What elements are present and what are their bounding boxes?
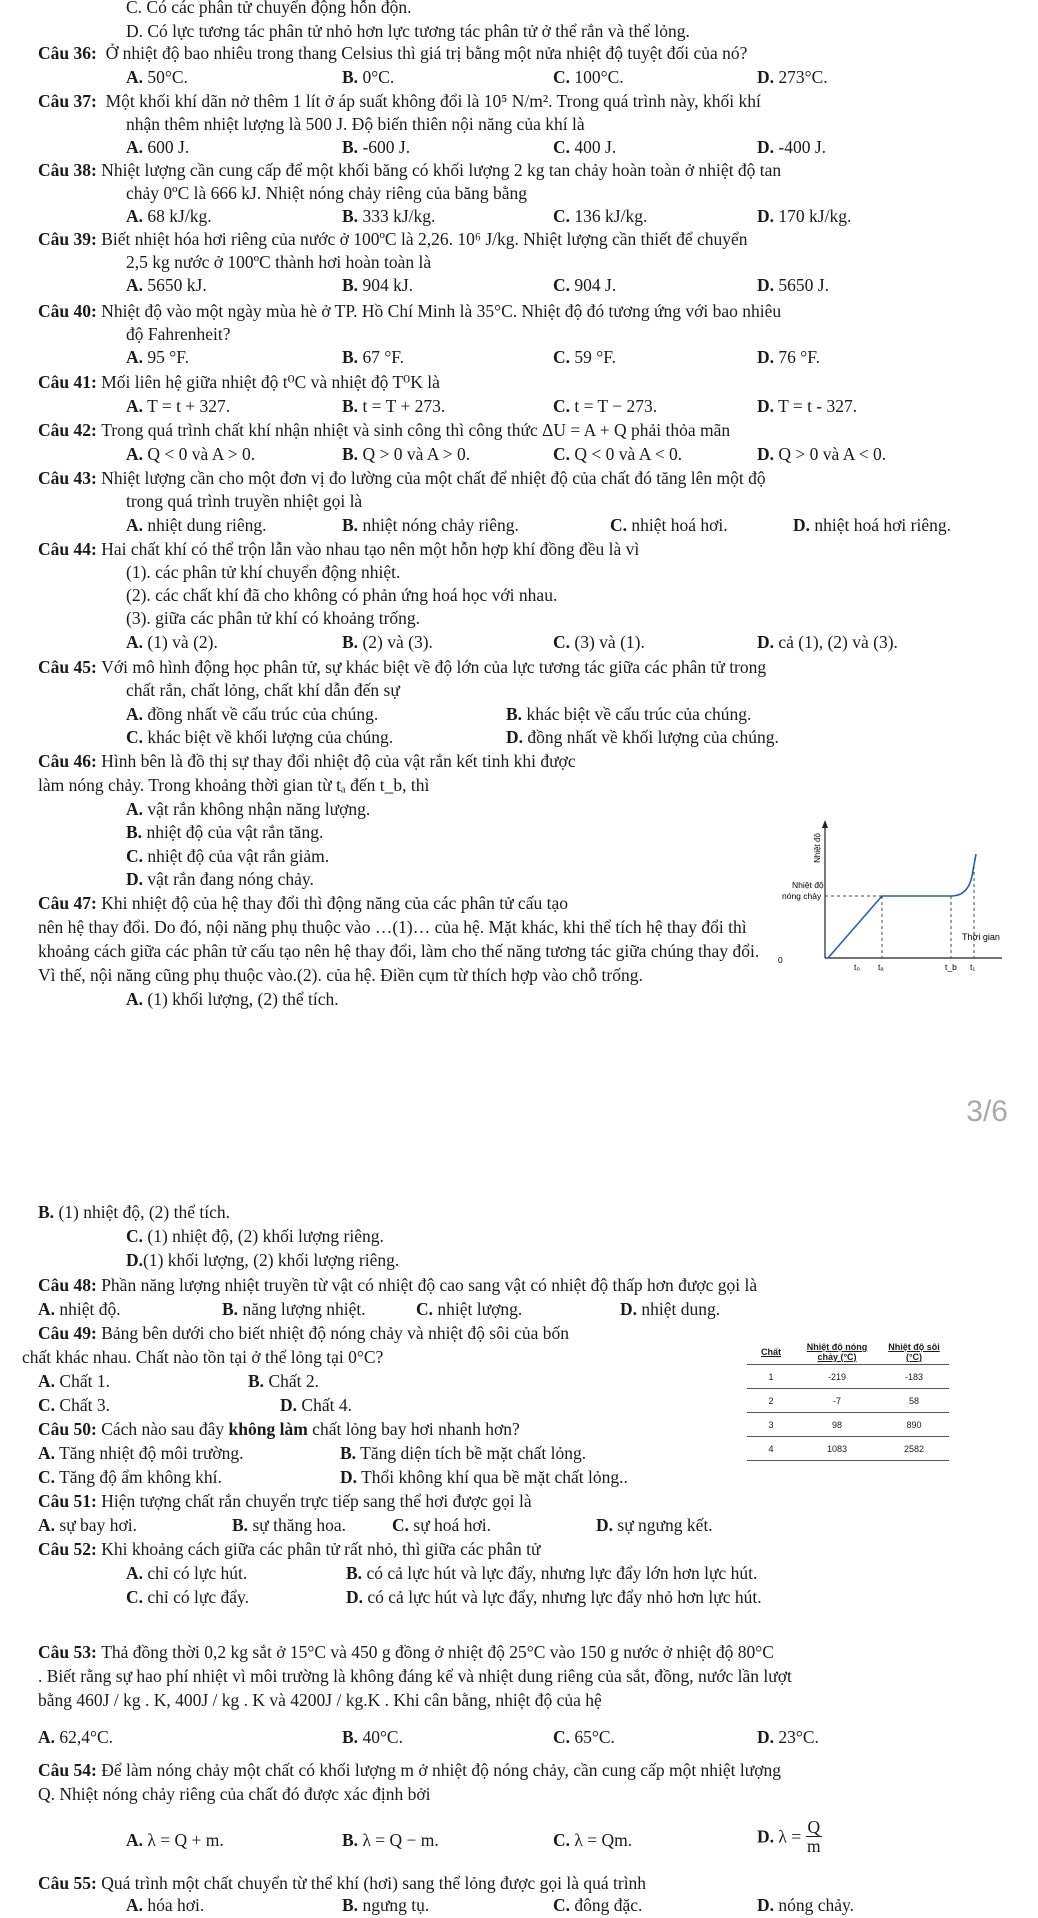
question-47: Câu 47: Khi nhiệt độ của hệ thay đổi thì động năng của các phân tử cấu tạo xyxy=(38,893,568,913)
question-38-cont: chảy 0ºC là 666 kJ. Nhiệt nóng chảy riêng của băng bằng xyxy=(126,183,528,203)
option-d: D. 5650 J. xyxy=(757,275,829,295)
option-c: C. 904 J. xyxy=(553,275,617,295)
table-header: Chất xyxy=(747,1340,795,1365)
table-row: 4 1083 2582 xyxy=(747,1437,949,1461)
option-a: A. nhiệt dung riêng. xyxy=(126,515,267,535)
option-c: C. nhiệt độ của vật rắn giảm. xyxy=(126,846,330,866)
question-52: Câu 52: Khi khoảng cách giữa các phân tử rất nhỏ, thì giữa các phân tử xyxy=(38,1539,541,1559)
option-a: A. đồng nhất về cấu trúc của chúng. xyxy=(126,704,379,724)
option-a: A. 62,4°C. xyxy=(38,1727,114,1747)
question-40-cont: độ Fahrenheit? xyxy=(126,324,231,344)
option-b: B. Tăng diện tích bề mặt chất lỏng. xyxy=(340,1443,587,1463)
option-a: A. (1) và (2). xyxy=(126,632,218,652)
option-d: D. cả (1), (2) và (3). xyxy=(757,632,898,652)
option-d: D. nhiệt hoá hơi riêng. xyxy=(793,515,951,535)
fraction-denominator: m xyxy=(807,1836,821,1856)
question-39-cont: 2,5 kg nước ở 100ºC thành hơi hoàn toàn là xyxy=(126,252,432,272)
option-c-q35: C. Có các phân tử chuyển động hỗn độn. xyxy=(126,0,412,17)
option-c: C. chỉ có lực đẩy. xyxy=(126,1587,250,1607)
option-d: D. đồng nhất về khối lượng của chúng. xyxy=(506,727,779,747)
option-a: A. 5650 kJ. xyxy=(126,275,207,295)
option-a: A. 68 kJ/kg. xyxy=(126,206,212,226)
option-b: B. nhiệt nóng chảy riêng. xyxy=(342,515,519,535)
option-b: B. λ = Q − m. xyxy=(342,1830,439,1850)
question-55: Câu 55: Quá trình một chất chuyển từ thể khí (hơi) sang thể lỏng được gọi là quá trình xyxy=(38,1873,647,1893)
melting-label-2: nóng chảy xyxy=(782,891,822,901)
question-45-cont: chất rắn, chất lỏng, chất khí dẫn đến sự xyxy=(126,680,400,700)
question-47-line2: nên hệ thay đổi. Do đó, nội năng phụ thuộc vào …(1)… của hệ. Mặt khác, khi thể tích hệ thay đổi thì xyxy=(38,917,747,937)
option-b: B. t = T + 273. xyxy=(342,396,446,416)
option-d: D.(1) khối lượng, (2) khối lượng riêng. xyxy=(126,1250,400,1270)
option-c: C. nhiệt hoá hơi. xyxy=(610,515,728,535)
option-c: C. 100°C. xyxy=(553,67,624,87)
question-36 xyxy=(38,42,747,64)
question-37: Câu 37: Một khối khí dãn nở thêm 1 lít ở áp suất không đổi là 10⁵ N/m². Trong quá trình này, khối khí xyxy=(38,91,761,111)
question-54-cont: Q. Nhiệt nóng chảy riêng của chất đó được xác định bởi xyxy=(38,1784,431,1804)
question-41: Câu 41: Mối liên hệ giữa nhiệt độ t⁰C và nhiệt độ T⁰K là xyxy=(38,372,440,392)
statement-1: (1). các phân tử khí chuyển động nhiệt. xyxy=(126,562,401,582)
option-c: C. 65°C. xyxy=(553,1727,615,1747)
option-c: C. Chất 3. xyxy=(38,1395,110,1415)
option-d: D. Chất 4. xyxy=(280,1395,352,1415)
option-d: D. nóng chảy. xyxy=(757,1895,855,1915)
question-label: Câu 36: xyxy=(38,43,97,63)
table-header-row xyxy=(747,1340,949,1365)
option-b: B. 904 kJ. xyxy=(342,275,413,295)
melting-label-1: Nhiệt độ xyxy=(792,880,824,890)
option-c: C. khác biệt về khối lượng của chúng. xyxy=(126,727,394,747)
question-47-line3: khoảng cách giữa các phân tử cấu tạo nên hệ thay đổi, làm cho thế năng tương tác giữa chúng thay đổi. xyxy=(38,941,760,961)
option-a: A. 50°C. xyxy=(126,67,188,87)
question-43-cont: trong quá trình truyền nhiệt gọi là xyxy=(126,491,363,511)
option-d: D. sự ngưng kết. xyxy=(596,1515,713,1535)
option-c: C. (3) và (1). xyxy=(553,632,645,652)
question-39: Câu 39: Biết nhiệt hóa hơi riêng của nước ở 100ºC là 2,26. 10⁶ J/kg. Nhiệt lượng cần thiết để chuyển xyxy=(38,229,748,249)
x-axis-label: Thời gian xyxy=(962,932,1000,942)
y-axis-arrow-icon xyxy=(822,820,828,828)
question-46: Câu 46: Hình bên là đồ thị sự thay đổi nhiệt độ của vật rắn kết tinh khi được xyxy=(38,751,576,771)
question-40: Câu 40: Nhiệt độ vào một ngày mùa hè ở TP. Hồ Chí Minh là 35°C. Nhiệt độ đó tương ứng với bao nhiêu xyxy=(38,301,782,321)
question-38: Câu 38: Nhiệt lượng cần cung cấp để một khối băng có khối lượng 2 kg tan chảy hoàn toàn ở nhiệt độ tan xyxy=(38,160,782,180)
question-text: Ở nhiệt độ bao nhiêu trong thang Celsius thì giá trị bằng một nửa nhiệt độ tuyệt đối của nó? xyxy=(105,43,748,63)
option-c: C. t = T − 273. xyxy=(553,396,658,416)
question-53-line2: . Biết rằng sự hao phí nhiệt vì môi trường là không đáng kể và nhiệt dung riêng của sắt, đồng, nước lần lượt xyxy=(38,1666,792,1686)
question-48: Câu 48: Phần năng lượng nhiệt truyền từ vật có nhiệt độ cao sang vật có nhiệt độ thấp hơn được gọi là xyxy=(38,1275,758,1295)
properties-table xyxy=(747,1340,949,1461)
fraction-numerator: Q xyxy=(807,1817,821,1837)
option-b: B. -600 J. xyxy=(342,137,411,157)
table-row: 2 -7 58 xyxy=(747,1389,949,1413)
temperature-curve xyxy=(828,854,976,958)
option-a: A. 95 °F. xyxy=(126,347,189,367)
t0-label: t₀ xyxy=(854,962,860,972)
option-d-q35: D. Có lực tương tác phân tử nhỏ hơn lực tương tác phân tử ở thể rắn và thể lỏng. xyxy=(126,21,690,41)
origin-label: 0 xyxy=(778,955,783,965)
melting-graph xyxy=(778,818,1010,972)
option-a: A. sự bay hơi. xyxy=(38,1515,137,1535)
option-b: B. sự thăng hoa. xyxy=(232,1515,347,1535)
table-header: Nhiệt độ sôi (°C) xyxy=(879,1340,949,1365)
option-b: B. Chất 2. xyxy=(248,1371,319,1391)
question-53-line3: bằng 460J / kg . K, 400J / kg . K và 4200J / kg.K . Khi cân bằng, nhiệt độ của hệ xyxy=(38,1690,602,1710)
question-42: Câu 42: Trong quá trình chất khí nhận nhiệt và sinh công thì công thức ΔU = A + Q phải thỏa mãn xyxy=(38,420,731,440)
option-b: B. 333 kJ/kg. xyxy=(342,206,436,226)
option-b: B. 0°C. xyxy=(342,67,395,87)
option-a: A. Q < 0 và A > 0. xyxy=(126,444,256,464)
option-c: C. (1) nhiệt độ, (2) khối lượng riêng. xyxy=(126,1226,384,1246)
page-number: 3/6 xyxy=(966,1095,1008,1128)
option-d: D. -400 J. xyxy=(757,137,827,157)
option-c: C. Tăng độ ẩm không khí. xyxy=(38,1467,222,1487)
question-53: Câu 53: Thả đồng thời 0,2 kg sắt ở 15°C và 450 g đồng ở nhiệt độ 25°C vào 150 g nước ở nhiệt độ 80°C xyxy=(38,1642,774,1662)
option-d: D. 23°C. xyxy=(757,1727,819,1747)
question-47-line4: Vì thế, nội năng cũng phụ thuộc vào.(2). của hệ. Điền cụm từ thích hợp vào chỗ trống. xyxy=(38,965,643,985)
question-37-cont: nhận thêm nhiệt lượng là 500 J. Độ biến thiên nội năng của khí là xyxy=(126,114,585,134)
option-a: A. Tăng nhiệt độ môi trường. xyxy=(38,1443,244,1463)
option-a: A. nhiệt độ. xyxy=(38,1299,121,1319)
option-d: D. vật rắn đang nóng chảy. xyxy=(126,869,314,889)
ta-label: tₐ xyxy=(878,962,884,972)
option-d: D. 273°C. xyxy=(757,67,828,87)
option-c: C. đông đặc. xyxy=(553,1895,643,1915)
option-d: D. có cả lực hút và lực đẩy, nhưng lực đẩy nhỏ hơn lực hút. xyxy=(346,1587,762,1607)
option-d: D. Thổi không khí qua bề mặt chất lỏng.. xyxy=(340,1467,628,1487)
option-a: A. hóa hơi. xyxy=(126,1895,205,1915)
option-a: A. λ = Q + m. xyxy=(126,1830,224,1850)
option-b: B. khác biệt về cấu trúc của chúng. xyxy=(506,704,752,724)
option-a: A. vật rắn không nhận năng lượng. xyxy=(126,799,371,819)
question-45: Câu 45: Với mô hình động học phân tử, sự khác biệt về độ lớn của lực tương tác giữa các phân tử trong xyxy=(38,657,767,677)
option-c: C. 59 °F. xyxy=(553,347,616,367)
option-b: B. 67 °F. xyxy=(342,347,405,367)
option-c: C. λ = Qm. xyxy=(553,1830,633,1850)
question-43: Câu 43: Nhiệt lượng cần cho một đơn vị đo lường của một chất để nhiệt độ của chất đó tăng lên một độ xyxy=(38,468,766,488)
option-a: A. T = t + 327. xyxy=(126,396,231,416)
option-b: B. ngưng tụ. xyxy=(342,1895,430,1915)
question-46-cont: làm nóng chảy. Trong khoảng thời gian từ tₐ đến t_b, thì xyxy=(38,775,430,795)
option-d: D. Q > 0 và A < 0. xyxy=(757,444,887,464)
option-c: C. 136 kJ/kg. xyxy=(553,206,648,226)
statement-3: (3). giữa các phân tử khí có khoảng trống. xyxy=(126,608,421,628)
option-b: B. 40°C. xyxy=(342,1727,403,1747)
question-51: Câu 51: Hiện tượng chất rắn chuyển trực tiếp sang thể hơi được gọi là xyxy=(38,1491,532,1511)
table-row: 1 -219 -183 xyxy=(747,1365,949,1389)
question-54: Câu 54: Để làm nóng chảy một chất có khối lượng m ở nhiệt độ nóng chảy, cần cung cấp một nhiệt lượng xyxy=(38,1760,782,1780)
option-a: A. chỉ có lực hút. xyxy=(126,1563,248,1583)
option-d: D. 170 kJ/kg. xyxy=(757,206,852,226)
option-d: D. λ = $\frac{Q}{m}$ xyxy=(757,1817,821,1856)
option-b: B. có cả lực hút và lực đẩy, nhưng lực đẩy lớn hơn lực hút. xyxy=(346,1563,758,1583)
t1-label: t₁ xyxy=(970,962,976,972)
question-49-cont: chất khác nhau. Chất nào tồn tại ở thể lỏng tại 0°C? xyxy=(22,1347,384,1367)
option-a: A. (1) khối lượng, (2) thể tích. xyxy=(126,989,339,1009)
option-d: D. nhiệt dung. xyxy=(620,1299,721,1319)
question-50: Câu 50: Cách nào sau đây không làm chất lỏng bay hơi nhanh hơn? xyxy=(38,1419,520,1439)
y-axis-label: Nhiệt độ xyxy=(813,833,822,863)
option-b: B. (2) và (3). xyxy=(342,632,433,652)
table-row: 3 98 890 xyxy=(747,1413,949,1437)
option-b: B. nhiệt độ của vật rắn tăng. xyxy=(126,822,324,842)
option-b: B. (1) nhiệt độ, (2) thể tích. xyxy=(38,1202,230,1222)
option-c: C. nhiệt lượng. xyxy=(416,1299,523,1319)
option-b: B. Q > 0 và A > 0. xyxy=(342,444,471,464)
option-b: B. năng lượng nhiệt. xyxy=(222,1299,366,1319)
option-d: D. 76 °F. xyxy=(757,347,820,367)
statement-2: (2). các chất khí đã cho không có phản ứng hoá học với nhau. xyxy=(126,585,558,605)
option-a: A. Chất 1. xyxy=(38,1371,110,1391)
option-c: C. 400 J. xyxy=(553,137,617,157)
tb-label: t_b xyxy=(945,962,957,972)
question-49: Câu 49: Bảng bên dưới cho biết nhiệt độ nóng chảy và nhiệt độ sôi của bốn xyxy=(38,1323,570,1343)
table-header: Nhiệt độ nóng chảy (°C) xyxy=(795,1340,879,1365)
option-a: A. 600 J. xyxy=(126,137,190,157)
option-c: C. Q < 0 và A < 0. xyxy=(553,444,683,464)
option-d: D. T = t - 327. xyxy=(757,396,858,416)
option-c: C. sự hoá hơi. xyxy=(392,1515,491,1535)
question-44: Câu 44: Hai chất khí có thể trộn lẫn vào nhau tạo nên một hỗn hợp khí đồng đều là vì xyxy=(38,539,640,559)
